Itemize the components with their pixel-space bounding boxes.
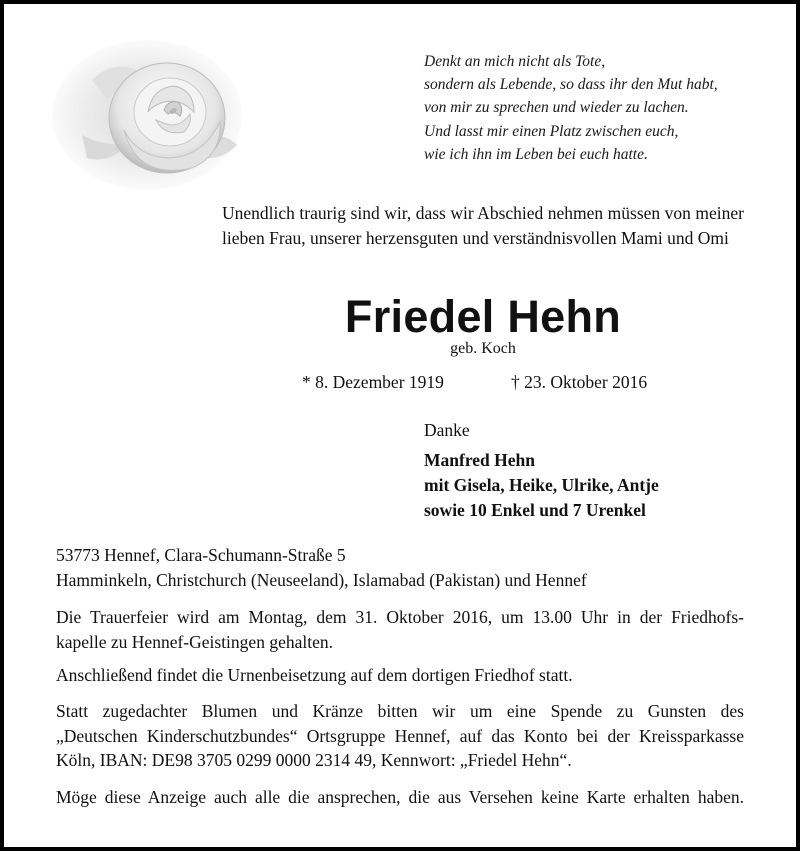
urn-paragraph bbox=[56, 663, 744, 688]
donation-paragraph bbox=[56, 699, 744, 773]
poem-line: Und lasst mir einen Platz zwischen euch, bbox=[424, 122, 679, 140]
mourner-line: Manfred Hehn bbox=[424, 450, 535, 470]
poem-line: Denkt an mich nicht als Tote, bbox=[424, 53, 606, 70]
intro-text bbox=[222, 201, 744, 250]
thanks-text: Danke bbox=[424, 420, 470, 440]
deceased-name: Friedel Hehn bbox=[344, 291, 622, 342]
intro-line: Unendlich traurig sind wir, dass wir Abschied nehmen müssen von bbox=[222, 203, 691, 223]
poem-line: sondern als Lebende, so dass ihr den Mut habt, bbox=[424, 76, 718, 94]
address bbox=[56, 543, 587, 593]
paragraph-line: Statt zugedachter Blumen und Kränze bitten wir um eine Spende zu Gunsten des bbox=[56, 701, 744, 721]
funeral-paragraph bbox=[56, 605, 744, 654]
address-line: 53773 Hennef, Clara-Schumann-Straße 5 bbox=[56, 545, 346, 565]
closing-paragraph bbox=[56, 785, 744, 810]
mourner-line: mit Gisela, Heike, Ulrike, Antje bbox=[424, 475, 659, 495]
birth-date: * 8. Dezember 1919 bbox=[302, 372, 444, 392]
death-date: † 23. Oktober 2016 bbox=[511, 372, 648, 392]
poem-line: wie ich ihn im Leben bei euch hatte. bbox=[424, 145, 648, 163]
poem bbox=[424, 50, 718, 166]
paragraph-line: „Deutschen Kinderschutzbundes“ Ortsgruppe Hennef, auf das Konto bei der Kreissparkasse bbox=[56, 725, 744, 746]
address-line: Hamminkeln, Christchurch (Neuseeland), Islamabad (Pakistan) und Hennef bbox=[56, 570, 587, 590]
paragraph-line: Möge diese Anzeige auch alle die ansprechen, die aus Versehen keine Karte erhalten haben. bbox=[56, 787, 744, 807]
poem-line: von mir zu sprechen und wieder zu lachen. bbox=[424, 99, 689, 117]
paragraph-line: Köln, IBAN: DE98 3705 0299 0000 2314 49, Kennwort: „Friedel Hehn“. bbox=[56, 750, 572, 770]
intro-line: meiner lieben Frau, unserer herzensguten und verständnisvollen bbox=[222, 203, 744, 248]
maiden-name: geb. Koch bbox=[450, 340, 516, 357]
mourners bbox=[424, 448, 659, 523]
mourner-line: sowie 10 Enkel und 7 Urenkel bbox=[424, 500, 646, 520]
paragraph-line: Anschließend findet die Urnenbeisetzung auf dem dortigen Friedhof statt. bbox=[56, 665, 573, 685]
paragraph-line: Die Trauerfeier wird am Montag, dem 31. Oktober 2016, um 13.00 Uhr in der Friedhofs- bbox=[56, 607, 744, 627]
rose-image bbox=[52, 40, 242, 190]
intro-line: Mami und Omi bbox=[620, 227, 729, 248]
paragraph-line: kapelle zu Hennef-Geistingen gehalten. bbox=[56, 631, 333, 652]
